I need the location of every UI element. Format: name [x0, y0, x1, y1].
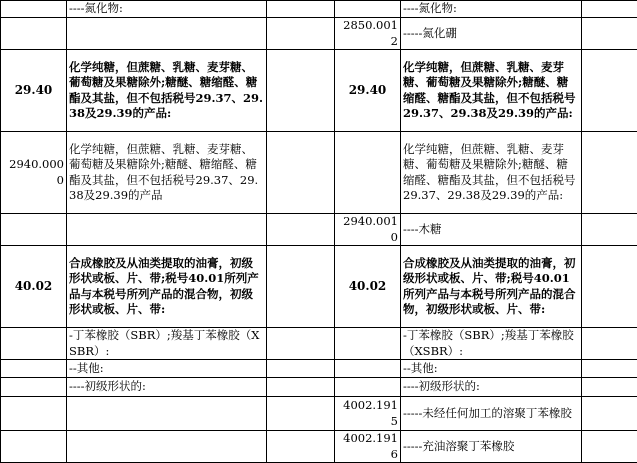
old-description-cell	[67, 18, 267, 50]
table-row	[1, 397, 637, 431]
new-code-cell	[335, 132, 401, 214]
new-description-cell: ----初级形状的:	[401, 378, 582, 397]
old-code-cell	[1, 360, 67, 378]
new-remark-cell	[582, 360, 637, 378]
old-description-cell	[67, 431, 267, 463]
table-row	[1, 328, 637, 360]
new-remark-cell	[582, 378, 637, 397]
old-remark-cell	[267, 18, 335, 50]
old-description-cell: -丁苯橡胶（SBR）;羧基丁苯橡胶（XSBR）:	[67, 328, 267, 360]
old-code-cell	[1, 397, 67, 431]
old-remark-cell	[267, 397, 335, 431]
new-description-cell: ----氮化物:	[401, 1, 582, 18]
old-description-cell: 化学纯糖，但蔗糖、乳糖、麦芽糖、葡萄糖及果糖除外;糖醚、糖缩醛、糖酯及其盐，但不包括税号29.37、29.38及29.39的产品	[67, 132, 267, 214]
old-description-cell: ----氮化物:	[67, 1, 267, 18]
table-row	[1, 18, 637, 50]
new-code-cell: 2940.0010	[335, 214, 401, 246]
old-code-cell: 40.02	[1, 246, 67, 328]
new-description-cell: 化学纯糖，但蔗糖、乳糖、麦芽糖、葡萄糖及果糖除外;糖醚、糖缩醛、糖酯及其盐，但不包括税号29.37、29.38及29.39的产品:	[401, 132, 582, 214]
old-description-cell: 合成橡胶及从油类提取的油膏，初级形状或板、片、带;税号40.01所列产品与本税号所列产品的混合物，初级形状或板、片、带:	[67, 246, 267, 328]
new-code-cell: 2850.0012	[335, 18, 401, 50]
new-remark-cell	[582, 18, 637, 50]
new-description-cell: -----未经任何加工的溶聚丁苯橡胶	[401, 397, 582, 431]
old-code-cell: 2940.0000	[1, 132, 67, 214]
old-description-cell	[67, 214, 267, 246]
old-description-cell: 化学纯糖，但蔗糖、乳糖、麦芽糖、葡萄糖及果糖除外;糖醚、糖缩醛、糖酯及其盐，但不包括税号29.37、29.38及29.39的产品:	[67, 50, 267, 132]
old-description-cell	[67, 397, 267, 431]
old-code-cell	[1, 431, 67, 463]
new-remark-cell	[582, 397, 637, 431]
new-code-cell: 4002.1915	[335, 397, 401, 431]
new-description-cell: -丁苯橡胶（SBR）;羧基丁苯橡胶（XSBR）:	[401, 328, 582, 360]
new-remark-cell	[582, 431, 637, 463]
table-row	[1, 360, 637, 378]
new-remark-cell	[582, 328, 637, 360]
table-row	[1, 50, 637, 132]
new-description-cell: -----充油溶聚丁苯橡胶	[401, 431, 582, 463]
old-remark-cell	[267, 246, 335, 328]
new-remark-cell	[582, 1, 637, 18]
table-row	[1, 431, 637, 463]
old-description-cell: --其他:	[67, 360, 267, 378]
new-description-cell: ----木糖	[401, 214, 582, 246]
old-remark-cell	[267, 1, 335, 18]
old-remark-cell	[267, 50, 335, 132]
new-remark-cell	[582, 246, 637, 328]
old-description-cell: ----初级形状的:	[67, 378, 267, 397]
old-remark-cell	[267, 328, 335, 360]
new-description-cell: --其他:	[401, 360, 582, 378]
old-remark-cell	[267, 132, 335, 214]
new-code-cell: 4002.1916	[335, 431, 401, 463]
table-row	[1, 214, 637, 246]
new-description-cell: 化学纯糖，但蔗糖、乳糖、麦芽糖、葡萄糖及果糖除外;糖醚、糖缩醛、糖酯及其盐，但不包括税号29.37、29.38及29.39的产品:	[401, 50, 582, 132]
new-description-cell: -----氮化硼	[401, 18, 582, 50]
old-code-cell	[1, 328, 67, 360]
table-row	[1, 378, 637, 397]
new-code-cell: 29.40	[335, 50, 401, 132]
table-row	[1, 132, 637, 214]
new-description-cell: 合成橡胶及从油类提取的油膏，初级形状或板、片、带;税号40.01所列产品与本税号所列产品的混合物，初级形状或板、片、带:	[401, 246, 582, 328]
old-code-cell	[1, 18, 67, 50]
new-remark-cell	[582, 132, 637, 214]
new-code-cell	[335, 378, 401, 397]
old-code-cell	[1, 1, 67, 18]
new-remark-cell	[582, 50, 637, 132]
old-code-cell	[1, 214, 67, 246]
old-remark-cell	[267, 431, 335, 463]
new-code-cell: 40.02	[335, 246, 401, 328]
old-code-cell	[1, 378, 67, 397]
new-remark-cell	[582, 214, 637, 246]
new-code-cell	[335, 328, 401, 360]
old-remark-cell	[267, 360, 335, 378]
new-code-cell	[335, 1, 401, 18]
table-row	[1, 246, 637, 328]
new-code-cell	[335, 360, 401, 378]
old-code-cell: 29.40	[1, 50, 67, 132]
old-remark-cell	[267, 378, 335, 397]
table-row	[1, 1, 637, 18]
old-remark-cell	[267, 214, 335, 246]
